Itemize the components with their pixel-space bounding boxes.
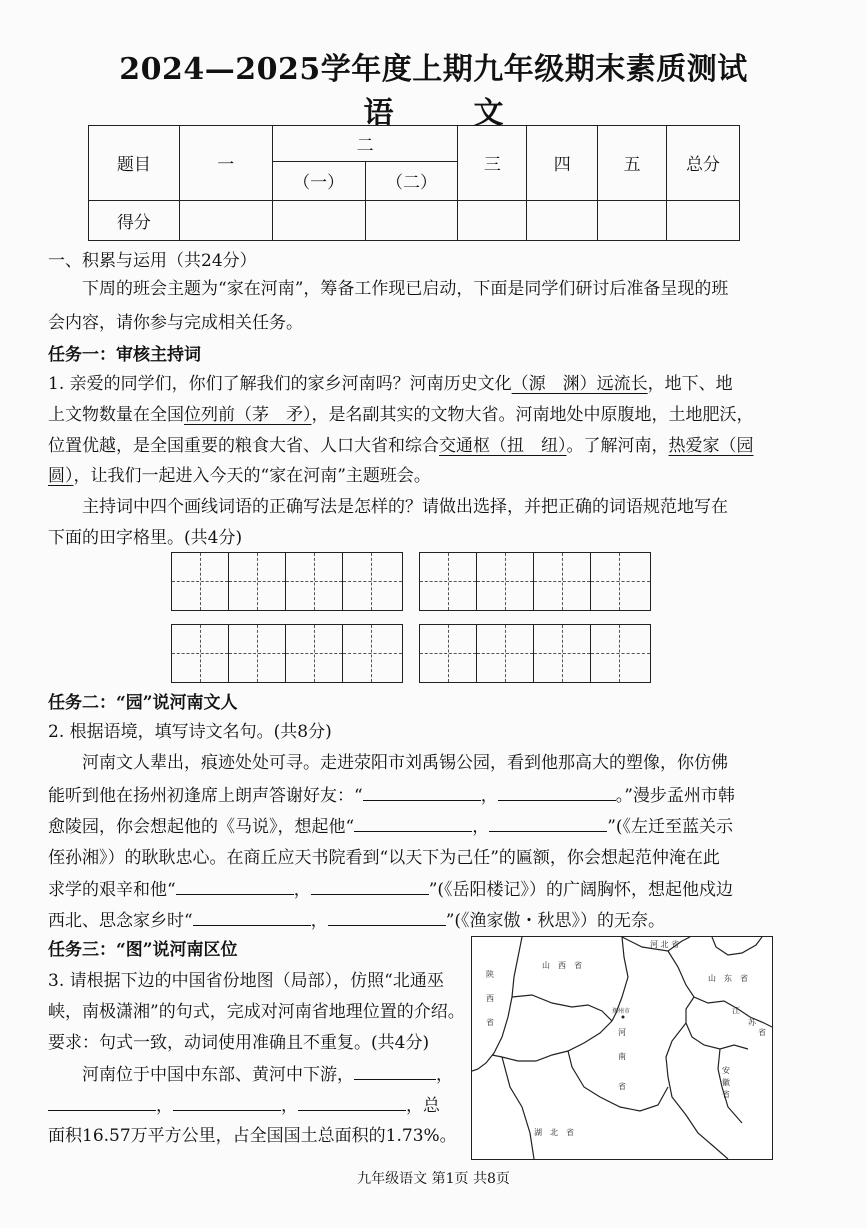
task-1-line-3: 位置优越，是全国重要的粮食大省、人口大省和综合交通枢（扭 纽）。了解河南，热爱家（园 (48, 436, 754, 456)
tianzi-grid-3[interactable] (171, 624, 403, 683)
map-label-jiangsu-3: 省 (758, 1028, 766, 1037)
map-label-hubei: 湖 北 省 (534, 1128, 574, 1137)
score-table (88, 125, 740, 241)
fill-blank[interactable] (173, 1092, 281, 1111)
score-cell[interactable] (527, 200, 598, 240)
map-label-jiangsu-2: 苏 (748, 1018, 756, 1027)
page-footer: 九年级语文 第1页 共8页 (357, 1171, 510, 1187)
score-col-2: 二 (272, 126, 458, 162)
task-3-line-5: ， ， ，总 (48, 1092, 440, 1119)
map-label-hebei: 河 北 省 (650, 940, 680, 949)
map-label-anhui-2: 徽 (722, 1078, 730, 1087)
score-cell[interactable] (598, 200, 667, 240)
underlined-word-2: 位列前（茅 矛） (184, 405, 312, 425)
section-1-intro-2: 会内容，请你参与完成相关任务。 (48, 313, 303, 333)
fill-blank[interactable] (176, 876, 294, 895)
task-2-heading: 任务二：“园”说河南文人 (48, 693, 238, 713)
fill-blank[interactable] (354, 1061, 436, 1080)
fill-blank[interactable] (298, 1092, 406, 1111)
task-3-line-2: 峡，南极潇湘”的句式，完成对河南省地理位置的介绍。 (48, 1002, 465, 1022)
map-label-shaanxi-3: 省 (486, 1018, 494, 1027)
task-2-line-2: 能听到他在扬州初逢席上朗声答谢好友：“ ， 。”漫步孟州市韩 (48, 782, 735, 809)
score-col-2-sub-1: （一） (272, 162, 365, 200)
underlined-word-3: 交通枢（扭 纽） (439, 436, 567, 456)
fill-blank[interactable] (48, 1092, 156, 1111)
map-label-shaanxi-2: 西 (486, 994, 494, 1003)
fill-blank[interactable] (193, 907, 311, 926)
score-col-5: 五 (598, 126, 667, 201)
page-title: 2024—2025学年度上期九年级期末素质测试 (119, 52, 748, 87)
task-2-line-1: 河南文人辈出，痕迹处处可寻。走进荥阳市刘禹锡公园，看到他那高大的塑像，你仿佛 (82, 753, 728, 773)
fill-blank[interactable] (363, 782, 481, 801)
score-cell[interactable] (272, 200, 365, 240)
section-1-heading: 一、积累与运用（共24分） (48, 251, 257, 271)
score-col-3: 三 (458, 126, 527, 201)
map-label-zhengzhou: 郑州市 (612, 1008, 631, 1015)
score-cell[interactable] (365, 200, 458, 240)
task-3-line-6: 面积16.57万平方公里，占全国国土总面积的1.73%。 (48, 1126, 457, 1146)
section-1-intro-1: 下周的班会主题为“家在河南”，筹备工作现已启动，下面是同学们研讨后准备呈现的班 (82, 279, 729, 299)
score-col-2-sub-2: （二） (365, 162, 458, 200)
score-col-4: 四 (527, 126, 598, 201)
fill-blank[interactable] (498, 782, 616, 801)
fill-blank[interactable] (311, 876, 429, 895)
task-2-question: 2. 根据语境，填写诗文名句。(共8分) (48, 722, 332, 742)
map-label-anhui-3: 省 (722, 1090, 730, 1099)
map-label-anhui-1: 安 (722, 1066, 730, 1075)
task-2-line-3: 愈陵园，你会想起他的《马说》，想起他“ ， ”(《左迁至蓝关示 (48, 813, 733, 840)
fill-blank[interactable] (354, 813, 472, 832)
tianzi-grid-4[interactable] (419, 624, 651, 683)
map-label-henan-1: 河 (618, 1028, 626, 1037)
task-2-line-6: 西北、思念家乡时“ ， ”(《渔家傲・秋思》）的无奈。 (48, 907, 665, 934)
task-1-question-2: 下面的田字格里。(共4分) (48, 528, 243, 548)
tianzi-grid-1[interactable] (171, 552, 403, 611)
map-label-shanxi: 山 西 省 (542, 961, 582, 970)
task-1-question-1: 主持词中四个画线词语的正确写法是怎样的？请做出选择，并把正确的词语规范地写在 (82, 497, 728, 517)
score-row-label: 得分 (89, 200, 180, 240)
map-label-jiangsu-1: 江 (732, 1006, 740, 1015)
subject-char-2: 文 (473, 96, 504, 131)
task-3-heading: 任务三：“图”说河南区位 (48, 940, 238, 960)
score-cell[interactable] (667, 200, 740, 240)
zhengzhou-marker (622, 1016, 625, 1019)
task-3-line-4: 河南位于中国中东部、黄河中下游， ， (82, 1061, 453, 1088)
task-3-line-1: 3. 请根据下边的中国省份地图（局部），仿照“北通巫 (48, 971, 444, 991)
tianzi-grid-2[interactable] (419, 552, 651, 611)
map-label-shandong: 山 东 省 (708, 974, 748, 983)
task-1-line-1: 1. 亲爱的同学们，你们了解我们的家乡河南吗？河南历史文化（源 渊）远流长，地下、地 (48, 374, 733, 394)
province-map-svg (472, 937, 772, 1159)
task-2-line-5: 求学的艰辛和他“ ， ”(《岳阳楼记》）的广阔胸怀，想起他戍边 (48, 876, 733, 903)
fill-blank[interactable] (328, 907, 446, 926)
subject-char-1: 语 (363, 96, 394, 131)
score-cell[interactable] (179, 200, 272, 240)
score-header-item: 题目 (89, 126, 180, 201)
score-cell[interactable] (458, 200, 527, 240)
task-3-line-3: 要求：句式一致，动词使用准确且不重复。(共4分) (48, 1033, 430, 1053)
map-label-shaanxi-1: 陕 (486, 970, 494, 979)
map-label-henan-2: 南 (618, 1052, 626, 1061)
task-1-line-4: 圆），让我们一起进入今天的“家在河南”主题班会。 (48, 466, 431, 486)
score-col-1: 一 (179, 126, 272, 201)
score-col-total: 总分 (667, 126, 740, 201)
task-1-line-2: 上文物数量在全国位列前（茅 矛），是名副其实的文物大省。河南地处中原腹地，土地肥沃， (48, 405, 754, 425)
map-label-henan-3: 省 (618, 1082, 626, 1091)
underlined-word-1: （源 渊）远流长 (511, 374, 648, 394)
task-2-line-4: 侄孙湘》）的耿耿忠心。在商丘应天书院看到“以天下为己任”的匾额，你会想起范仲淹在此 (48, 848, 720, 868)
province-map (471, 936, 773, 1160)
underlined-word-4: 热爱家（园 (668, 436, 754, 456)
fill-blank[interactable] (489, 813, 607, 832)
task-1-heading: 任务一：审核主持词 (48, 345, 201, 365)
